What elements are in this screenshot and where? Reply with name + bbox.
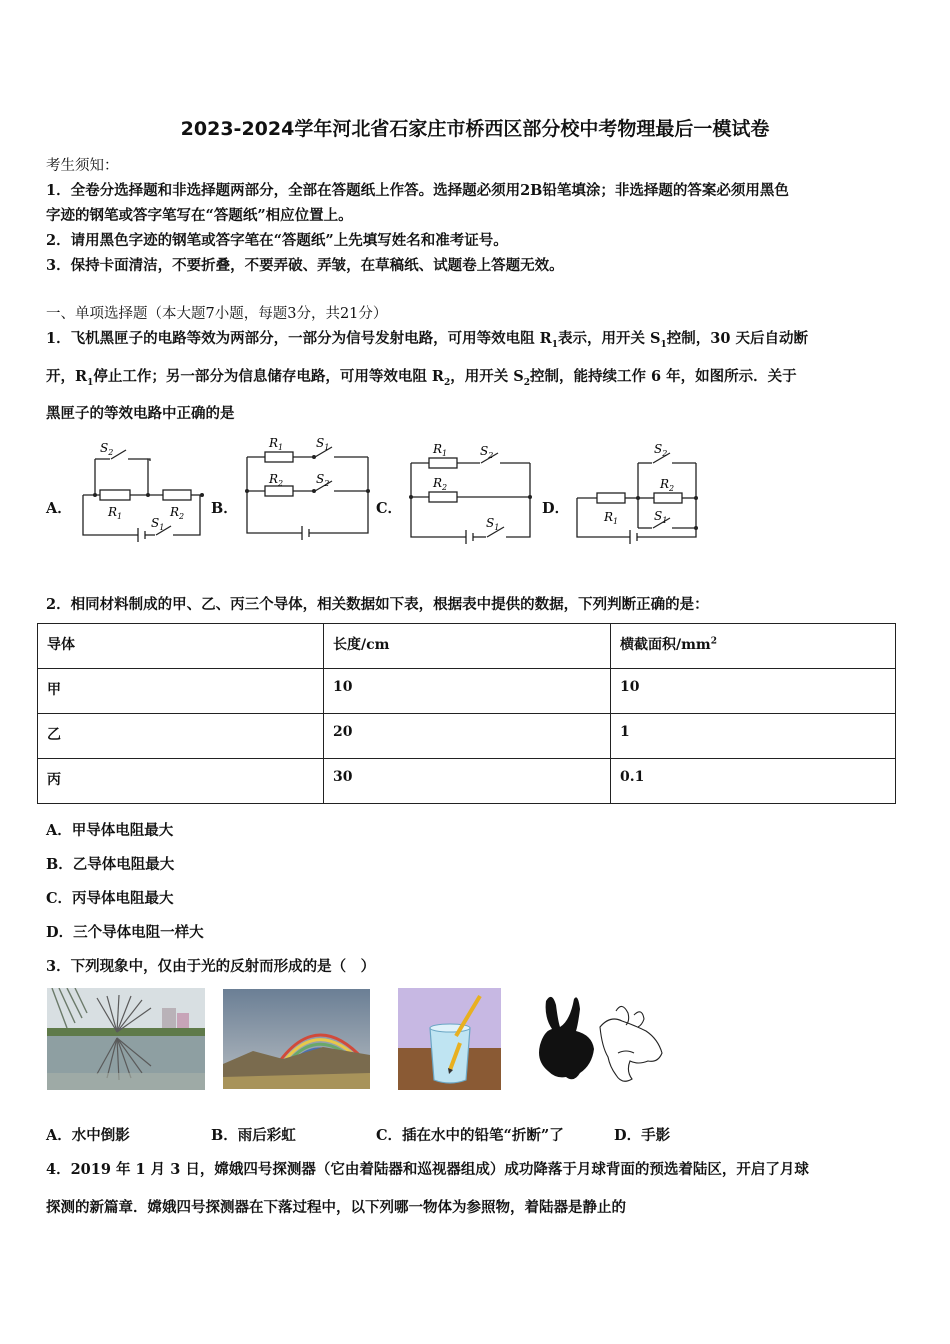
label-s1: $S_1$	[316, 436, 330, 452]
notice-item: 2．请用黑色字迹的钢笔或答字笔在“答题纸”上先填写姓名和准考证号。	[46, 232, 508, 249]
label-r2: $R_2$	[660, 477, 675, 493]
notice-heading: 考生须知：	[46, 158, 119, 174]
table-header-row	[38, 624, 896, 669]
table-cell: 甲	[38, 669, 324, 714]
pencil-in-water-image	[398, 988, 501, 1090]
notice-item: 3．保持卡面清洁，不要折叠，不要弄破、弄皱，在草稿纸、试题卷上答题无效。	[46, 257, 564, 274]
table-cell: 10	[611, 669, 896, 714]
table-cell: 20	[324, 714, 611, 759]
label-s1: $S_1$	[151, 516, 165, 532]
q2-option-a[interactable]: A．甲导体电阻最大	[46, 822, 174, 839]
q1-stem-line3: 黑匣子的等效电路中正确的是	[46, 405, 235, 422]
q1-stem-line2: 开，$R_1$停止工作；另一部分为信息储存电路，可用等效电阻 $R_2$，用开关 $S_2$控制，能持续工作 6 年，如图所示．关于	[46, 368, 797, 388]
table-cell: 1	[611, 714, 896, 759]
table-row	[38, 759, 896, 804]
table-cell: 30	[324, 759, 611, 804]
label-r1: $R_1$	[433, 442, 448, 458]
table-header-cell: 横截面积$/mm^2$	[611, 624, 896, 669]
table-cell: 丙	[38, 759, 324, 804]
label-s2: $S_2$	[100, 441, 114, 457]
label-r1: $R_1$	[604, 510, 619, 526]
label-s2: $S_2$	[654, 442, 668, 458]
label-r1: $R_1$	[108, 505, 123, 521]
q3-option-d[interactable]: D．手影	[614, 1127, 671, 1144]
circuit-diagram-d	[572, 435, 704, 550]
label-s1: $S_1$	[486, 516, 500, 532]
q1-stem-line1: 1．飞机黑匣子的电路等效为两部分，一部分为信号发射电路，可用等效电阻 $R_1$表示，用开关 $S_1$控制，30 天后自动断	[46, 330, 808, 350]
section-heading: 一、单项选择题（本大题7小题，每题3分，共21分）	[46, 306, 388, 322]
q4-stem-line2: 探测的新篇章．嫦娥四号探测器在下落过程中，以下列哪一物体为参照物，着陆器是静止的	[46, 1199, 626, 1216]
q1-option-c[interactable]: C．	[376, 500, 403, 517]
table-cell: 乙	[38, 714, 324, 759]
q3-stem: 3．下列现象中，仅由于光的反射而形成的是（ ）	[46, 958, 376, 975]
table-cell: 0.1	[611, 759, 896, 804]
table-cell: 10	[324, 669, 611, 714]
label-r2: $R_2$	[170, 505, 185, 521]
table-row	[38, 714, 896, 759]
q2-stem: 2．相同材料制成的甲、乙、丙三个导体，相关数据如下表，根据表中提供的数据，下列判断正确的是：	[46, 596, 709, 613]
q3-option-a[interactable]: A．水中倒影	[46, 1127, 130, 1144]
circuit-diagram-a	[78, 435, 210, 550]
table-header-cell: 导体	[38, 624, 324, 669]
label-s2: $S_2$	[480, 444, 494, 460]
table-row	[38, 669, 896, 714]
q4-stem-line1: 4．2019 年 1 月 3 日，嫦娥四号探测器（它由着陆器和巡视器组成）成功降落于月球背面的预选着陆区，开启了月球	[46, 1161, 809, 1178]
label-s1: $S_1$	[654, 509, 668, 525]
q2-option-d[interactable]: D．三个导体电阻一样大	[46, 924, 204, 941]
label-s2: $S_2$	[316, 472, 330, 488]
label-r1: $R_1$	[269, 436, 284, 452]
q2-data-table	[37, 623, 896, 804]
q3-option-b[interactable]: B．雨后彩虹	[211, 1127, 296, 1144]
q2-option-b[interactable]: B．乙导体电阻最大	[46, 856, 175, 873]
water-reflection-image	[47, 988, 205, 1090]
q2-option-c[interactable]: C．丙导体电阻最大	[46, 890, 174, 907]
rainbow-image	[223, 989, 370, 1089]
hand-shadow-image	[530, 991, 665, 1089]
label-r2: $R_2$	[269, 472, 284, 488]
notice-item: 1．全卷分选择题和非选择题两部分，全部在答题纸上作答。选择题必须用2B铅笔填涂；非选择题的答案必须用黑色	[46, 182, 789, 199]
label-r2: $R_2$	[433, 476, 448, 492]
q1-option-b[interactable]: B．	[211, 500, 238, 517]
page-title: 2023-2024学年河北省石家庄市桥西区部分校中考物理最后一模试卷	[180, 118, 770, 140]
circuit-diagram-b	[242, 433, 374, 548]
q1-option-d[interactable]: D．	[542, 500, 570, 517]
notice-item: 字迹的钢笔或答字笔写在“答题纸”相应位置上。	[46, 207, 353, 224]
q1-option-a[interactable]: A．	[46, 500, 72, 517]
q3-option-c[interactable]: C．插在水中的铅笔“折断”了	[376, 1127, 564, 1144]
table-header-cell: 长度/cm	[324, 624, 611, 669]
circuit-diagram-c	[406, 435, 538, 550]
